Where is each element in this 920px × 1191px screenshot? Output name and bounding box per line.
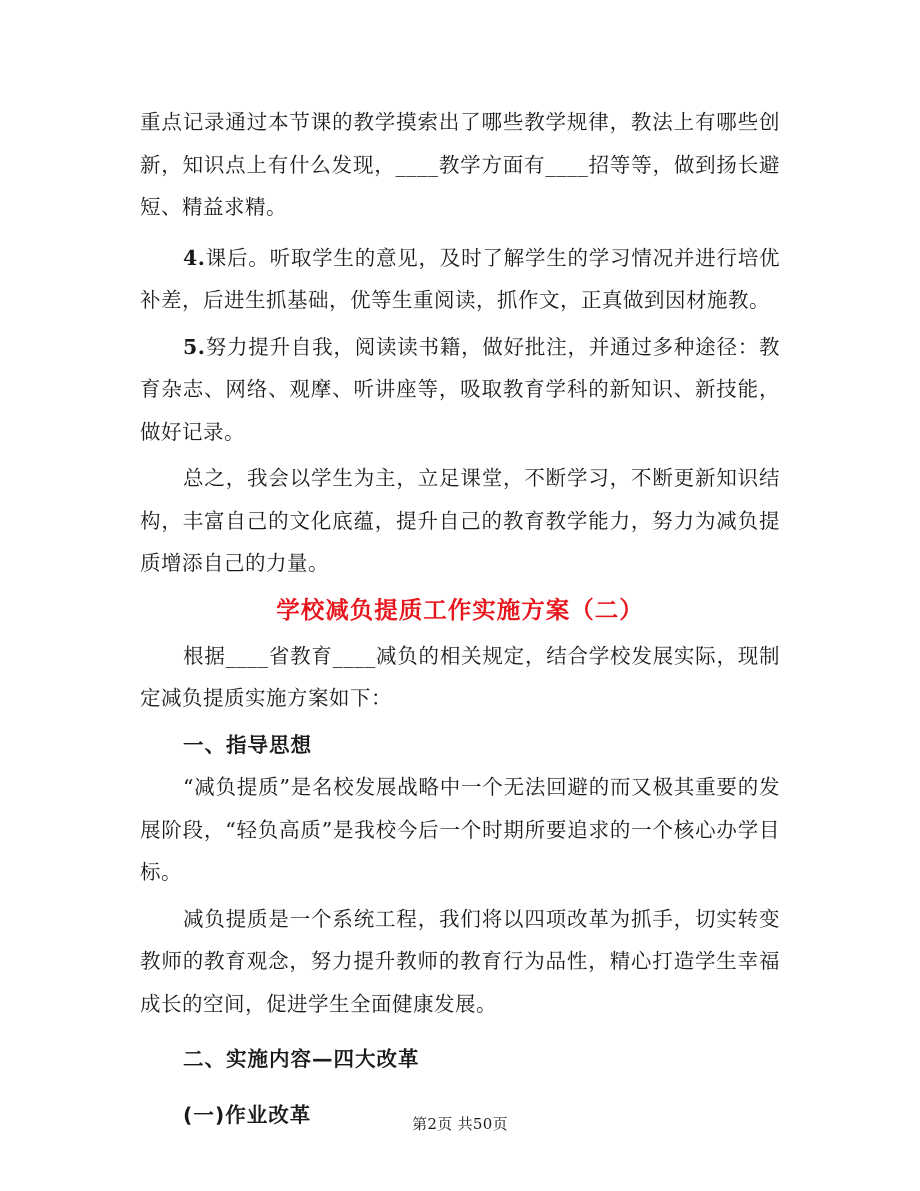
paragraph-summary: 总之，我会以学生为主，立足课堂，不断学习，不断更新知识结构，丰富自己的文化底蕴，提升自己的教育教学能力，努力为减负提质增添自己的力量。 [140,466,780,575]
item-number-4: 4. [183,245,206,270]
paragraph-intro: 根据____省教育____减负的相关规定，结合学校发展实际，现制定减负提质实施方案如下： [140,643,780,710]
item-text-4: 课后。听取学生的意见，及时了解学生的学习情况并进行培优补差，后进生抓基础，优等生重阅读，抓作文，正真做到因材施教。 [140,245,780,312]
paragraph-guiding-thought: “减负提质”是名校发展战略中一个无法回避的而又极其重要的发展阶段，“轻负高质”是我校今后一个时期所要追求的一个核心办学目标。 [140,775,780,884]
item-text-5: 努力提升自我，阅读读书籍，做好批注，并通过多种途径：教育杂志、网络、观摩、听讲座等，吸取教育学科的新知识、新技能，做好记录。 [140,334,780,444]
paragraph-after-class [140,237,780,322]
paragraph-system-engineering: 减负提质是一个系统工程，我们将以四项改革为抓手，切实转变教师的教育观念，努力提升教师的教育行为品性，精心打造学生幸福成长的空间，促进学生全面健康发展。 [140,906,780,1016]
paragraph-self-improvement [140,326,780,454]
page-number-footer: 第2页 共50页 [412,1115,508,1133]
document-title: 学校减负提质工作实施方案（二） [276,595,644,624]
document-body [140,101,780,1136]
subsection-heading-homework-reform: (一)作业改革 [183,1102,312,1127]
section-heading-implementation: 二、实施内容—四大改革 [183,1047,420,1071]
item-number-5: 5. [183,334,206,359]
section-heading-guiding-thought: 一、指导思想 [183,732,313,757]
paragraph-teaching-reflection: 重点记录通过本节课的教学摸索出了哪些教学规律，教法上有哪些创新，知识点上有什么发现，____教学方面有____招等等，做到扬长避短、精益求精。 [140,110,780,219]
